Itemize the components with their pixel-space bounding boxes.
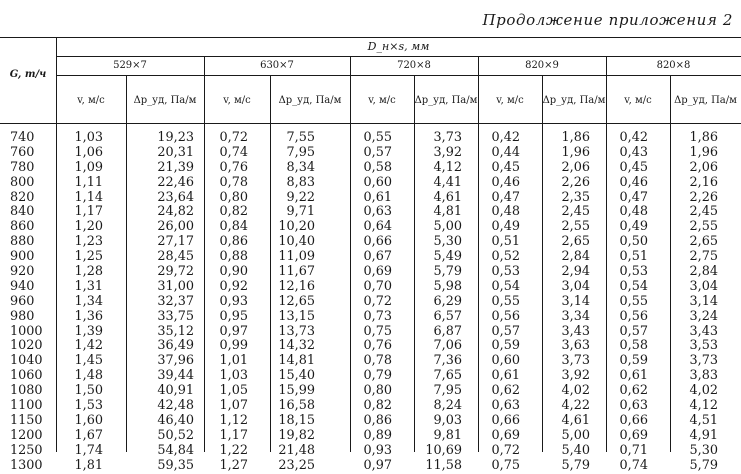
table-cell: 0,50: [619, 234, 648, 250]
table-cell: 0,86: [219, 234, 248, 250]
table-cell: 3,73: [433, 130, 462, 145]
table-cell: 0,54: [619, 278, 648, 294]
table-cell: 0,78: [363, 353, 392, 369]
table-cell: 5,00: [561, 427, 590, 443]
table-cell: 800: [10, 174, 35, 190]
table-cell: 0,67: [363, 249, 392, 265]
table-cell: 2,84: [689, 264, 718, 280]
table-cell: 11,67: [278, 264, 315, 280]
table-cell: 1040: [10, 353, 43, 369]
subheader-pressure: Δp_уд, Па/м: [542, 95, 606, 106]
table-cell: 1,22: [219, 442, 248, 458]
group-header: 630×7: [260, 60, 294, 71]
table-cell: 0,51: [491, 234, 520, 250]
table-cell: 0,95: [219, 308, 248, 324]
table-cell: 0,72: [219, 130, 248, 145]
table-cell: 0,61: [491, 368, 520, 384]
table-cell: 12,65: [278, 293, 315, 309]
table-cell: 9,22: [286, 189, 315, 205]
table-cell: 900: [10, 249, 35, 265]
table-cell: 6,87: [433, 323, 462, 339]
table-cell: 0,76: [363, 338, 392, 354]
table-cell: 0,49: [619, 219, 648, 235]
table-cell: 4,12: [433, 159, 462, 175]
subheader-velocity: v, м/с: [496, 95, 524, 106]
table-cell: 0,55: [619, 293, 648, 309]
column-pressure-630x7: [270, 131, 315, 473]
table-cell: 0,90: [219, 264, 248, 280]
table-cell: 2,55: [561, 219, 590, 235]
table-cell: 2,26: [561, 174, 590, 190]
table-cell: 0,66: [619, 412, 648, 428]
table-cell: 7,06: [433, 338, 462, 354]
table-cell: 2,55: [689, 219, 718, 235]
table-cell: 0,78: [219, 174, 248, 190]
table-cell: 0,61: [363, 189, 392, 205]
table-cell: 0,46: [619, 174, 648, 190]
table-cell: 0,56: [491, 308, 520, 324]
table-cell: 2,65: [689, 234, 718, 250]
table-cell: 1,07: [219, 398, 248, 414]
table-cell: 5,79: [433, 264, 462, 280]
table-cell: 1,53: [74, 398, 103, 414]
table-cell: 1,09: [74, 159, 103, 175]
table-cell: 860: [10, 219, 35, 235]
table-cell: 36,49: [157, 338, 194, 354]
table-cell: 0,56: [619, 308, 648, 324]
column-velocity-630x7: [204, 131, 248, 473]
table-cell: 4,41: [433, 174, 462, 190]
table-cell: 0,93: [219, 293, 248, 309]
header-row-label: G, т/ч: [9, 69, 47, 80]
table-cell: 1,86: [689, 130, 718, 145]
table-cell: 39,44: [157, 368, 194, 384]
table-cell: 980: [10, 308, 35, 324]
table-cell: 920: [10, 264, 35, 280]
table-cell: 1,74: [74, 442, 103, 458]
table-cell: 0,51: [619, 249, 648, 265]
table-cell: 760: [10, 144, 35, 160]
table-cell: 1,05: [219, 383, 248, 399]
table-cell: 0,44: [491, 144, 520, 160]
table-cell: 880: [10, 234, 35, 250]
table-cell: 1020: [10, 338, 43, 354]
table-cell: 4,81: [433, 204, 462, 220]
table-cell: 3,63: [561, 338, 590, 354]
table-cell: 59,35: [157, 457, 194, 473]
table-cell: 0,75: [491, 457, 520, 473]
table-cell: 37,96: [157, 353, 194, 369]
table-cell: 0,60: [363, 174, 392, 190]
group-header: 820×8: [656, 60, 691, 71]
table-cell: 22,46: [157, 174, 194, 190]
table-cell: 1,67: [74, 427, 103, 443]
table-cell: 9,03: [433, 412, 462, 428]
table-cell: 11,58: [425, 457, 462, 473]
table-cell: 2,16: [689, 174, 718, 190]
table-cell: 2,06: [689, 159, 718, 175]
table-cell: 1,48: [74, 368, 103, 384]
table-cell: 10,40: [278, 234, 315, 250]
table-cell: 5,30: [689, 442, 718, 458]
table-cell: 0,79: [363, 368, 392, 384]
table-cell: 1,50: [74, 383, 103, 399]
table-cell: 6,57: [433, 308, 462, 324]
table-cell: 2,45: [561, 204, 590, 220]
column-pressure-820x9: [542, 131, 590, 473]
table-cell: 2,65: [561, 234, 590, 250]
table-cell: 0,61: [619, 368, 648, 384]
table-cell: 0,58: [363, 159, 392, 175]
table-cell: 19,82: [278, 427, 315, 443]
table-cell: 1000: [10, 323, 43, 339]
table-cell: 0,66: [363, 234, 392, 250]
table-cell: 0,72: [491, 442, 520, 458]
table-cell: 0,42: [491, 130, 520, 145]
table-cell: 40,91: [157, 383, 194, 399]
table-cell: 3,34: [561, 308, 590, 324]
table-cell: 820: [10, 189, 35, 205]
table-cell: 0,47: [491, 189, 520, 205]
table-cell: 0,57: [491, 323, 520, 339]
table-cell: 3,14: [689, 293, 718, 309]
table-cell: 2,75: [689, 249, 718, 265]
caption: Продолжение приложения 2: [482, 11, 733, 29]
table-cell: 1,12: [219, 412, 248, 428]
column-pressure-820x8: [670, 131, 718, 473]
table-cell: 5,30: [433, 234, 462, 250]
table-cell: 1,81: [74, 457, 103, 473]
table-cell: 1200: [10, 427, 43, 443]
column-velocity-820x9: [478, 131, 520, 473]
table-cell: 5,79: [561, 457, 590, 473]
table-cell: 4,12: [689, 398, 718, 414]
table-cell: 840: [10, 204, 35, 220]
table-cell: 3,53: [689, 338, 718, 354]
table-cell: 0,88: [219, 249, 248, 265]
table-cell: 0,63: [363, 204, 392, 220]
table-cell: 0,63: [619, 398, 648, 414]
table-cell: 0,70: [363, 278, 392, 294]
table-cell: 0,53: [619, 264, 648, 280]
table-cell: 3,73: [689, 353, 718, 369]
table-cell: 1,06: [74, 144, 103, 160]
table-cell: 0,47: [619, 189, 648, 205]
table-cell: 1,14: [74, 189, 103, 205]
table-cell: 27,17: [157, 234, 194, 250]
table-cell: 0,89: [363, 427, 392, 443]
table-cell: 8,24: [433, 398, 462, 414]
table-cell: 1,17: [74, 204, 103, 220]
table-cell: 0,53: [491, 264, 520, 280]
subheader-pressure: Δp_уд, Па/м: [278, 95, 342, 106]
table-cell: 0,58: [619, 338, 648, 354]
table-cell: 0,69: [363, 264, 392, 280]
table-cell: 1300: [10, 457, 43, 473]
table-cell: 1,25: [74, 249, 103, 265]
table-cell: 29,72: [157, 264, 194, 280]
table-cell: 780: [10, 159, 35, 175]
table-cell: 21,39: [157, 159, 194, 175]
table-cell: 0,46: [491, 174, 520, 190]
table-cell: 5,00: [433, 219, 462, 235]
table-cell: 26,00: [157, 219, 194, 235]
table-cell: 1150: [10, 412, 43, 428]
table-cell: 1250: [10, 442, 43, 458]
table-cell: 0,80: [219, 189, 248, 205]
table-cell: 14,81: [278, 353, 315, 369]
table-cell: 33,75: [157, 308, 194, 324]
table-cell: 35,12: [157, 323, 194, 339]
table-cell: 0,86: [363, 412, 392, 428]
table-cell: 0,82: [219, 204, 248, 220]
table-cell: 54,84: [157, 442, 194, 458]
group-header: 720×8: [397, 60, 431, 71]
table-cell: 1,23: [74, 234, 103, 250]
table-cell: 0,49: [491, 219, 520, 235]
table-cell: 0,52: [491, 249, 520, 265]
table-cell: 28,45: [157, 249, 194, 265]
table-cell: 3,83: [689, 368, 718, 384]
table-cell: 0,57: [363, 144, 392, 160]
table-cell: 7,95: [286, 144, 315, 160]
table-cell: 0,57: [619, 323, 648, 339]
group-header: 529×7: [113, 60, 147, 71]
table-cell: 13,73: [278, 323, 315, 339]
subheader-velocity: v, м/с: [223, 95, 251, 106]
table-cell: 0,42: [619, 130, 648, 145]
table-cell: 9,71: [286, 204, 315, 220]
table-cell: 0,60: [491, 353, 520, 369]
table-cell: 50,52: [157, 427, 194, 443]
table-cell: 1,20: [74, 219, 103, 235]
table-cell: 0,48: [619, 204, 648, 220]
table-cell: 42,48: [157, 398, 194, 414]
subheader-pressure: Δp_уд, Па/м: [133, 95, 197, 106]
table-cell: 0,73: [363, 308, 392, 324]
table-cell: 3,92: [561, 368, 590, 384]
table-cell: 3,43: [689, 323, 718, 339]
table-cell: 12,16: [278, 278, 315, 294]
table-cell: 0,92: [219, 278, 248, 294]
top-border: [0, 37, 741, 38]
table-cell: 740: [10, 130, 35, 145]
table-cell: 9,81: [433, 427, 462, 443]
table-cell: 14,32: [278, 338, 315, 354]
table-cell: 0,63: [491, 398, 520, 414]
table-cell: 3,73: [561, 353, 590, 369]
column-velocity-720x8: [350, 131, 392, 473]
table-cell: 3,24: [689, 308, 718, 324]
table-cell: 24,82: [157, 204, 194, 220]
table-cell: 0,99: [219, 338, 248, 354]
table-cell: 0,48: [491, 204, 520, 220]
subheader-rule: [56, 56, 741, 57]
table-cell: 10,20: [278, 219, 315, 235]
table-cell: 5,49: [433, 249, 462, 265]
table-cell: 1,34: [74, 293, 103, 309]
table-cell: 1,03: [74, 130, 103, 145]
table-cell: 2,45: [689, 204, 718, 220]
table-cell: 0,80: [363, 383, 392, 399]
table-cell: 0,82: [363, 398, 392, 414]
table-cell: 1,60: [74, 412, 103, 428]
table-cell: 11,09: [278, 249, 315, 265]
table-cell: 0,45: [491, 159, 520, 175]
table-cell: 19,23: [157, 130, 194, 145]
table-cell: 7,55: [286, 130, 315, 145]
table-cell: 0,75: [363, 323, 392, 339]
table-cell: 2,06: [561, 159, 590, 175]
table-cell: 1080: [10, 383, 43, 399]
subheader-velocity: v, м/с: [624, 95, 652, 106]
table-cell: 4,22: [561, 398, 590, 414]
table-cell: 1,03: [219, 368, 248, 384]
table-cell: 0,97: [219, 323, 248, 339]
table-cell: 7,65: [433, 368, 462, 384]
table-cell: 5,40: [561, 442, 590, 458]
table-cell: 0,62: [619, 383, 648, 399]
table-cell: 0,54: [491, 278, 520, 294]
table-cell: 3,14: [561, 293, 590, 309]
table-cell: 3,92: [433, 144, 462, 160]
table-cell: 0,55: [491, 293, 520, 309]
table-cell: 0,84: [219, 219, 248, 235]
column-velocity-820x8: [606, 131, 648, 473]
table-cell: 2,94: [561, 264, 590, 280]
table-cell: 8,83: [286, 174, 315, 190]
table-cell: 4,61: [433, 189, 462, 205]
table-cell: 15,99: [278, 383, 315, 399]
table-cell: 15,40: [278, 368, 315, 384]
table-cell: 3,04: [689, 278, 718, 294]
table-cell: 0,72: [363, 293, 392, 309]
table-cell: 0,45: [619, 159, 648, 175]
column-pressure-529x7: [126, 131, 194, 473]
table-cell: 0,69: [491, 427, 520, 443]
table-cell: 0,71: [619, 442, 648, 458]
header-main: D_н×s, мм: [367, 40, 430, 53]
table-cell: 6,29: [433, 293, 462, 309]
table-cell: 21,48: [278, 442, 315, 458]
table-cell: 1,86: [561, 130, 590, 145]
table-cell: 1,27: [219, 457, 248, 473]
table-cell: 1,39: [74, 323, 103, 339]
subheader-pressure: Δp_уд, Па/м: [414, 95, 478, 106]
subheader-velocity: v, м/с: [77, 95, 105, 106]
table-cell: 1,17: [219, 427, 248, 443]
subheader-velocity: v, м/с: [368, 95, 396, 106]
table-cell: 0,97: [363, 457, 392, 473]
table-cell: 1100: [10, 398, 43, 414]
table-cell: 46,40: [157, 412, 194, 428]
table-cell: 960: [10, 293, 35, 309]
table-cell: 4,61: [561, 412, 590, 428]
subheader-pressure: Δp_уд, Па/м: [674, 95, 737, 106]
table-cell: 0,55: [363, 130, 392, 145]
table-cell: 0,74: [619, 457, 648, 473]
table-cell: 23,64: [157, 189, 194, 205]
column-flow: [10, 131, 54, 473]
table-cell: 10,69: [425, 442, 462, 458]
table-cell: 31,00: [157, 278, 194, 294]
table-cell: 1,28: [74, 264, 103, 280]
group-rule: [56, 75, 741, 76]
table-cell: 4,51: [689, 412, 718, 428]
table-cell: 1,42: [74, 338, 103, 354]
table-cell: 8,34: [286, 159, 315, 175]
table-cell: 1,96: [689, 144, 718, 160]
table-cell: 0,62: [491, 383, 520, 399]
table-cell: 3,04: [561, 278, 590, 294]
table-cell: 5,79: [689, 457, 718, 473]
table-cell: 1,96: [561, 144, 590, 160]
table-cell: 1,45: [74, 353, 103, 369]
table-cell: 4,91: [689, 427, 718, 443]
table-cell: 2,26: [689, 189, 718, 205]
table-cell: 1,11: [74, 174, 103, 190]
table-cell: 2,35: [561, 189, 590, 205]
table-cell: 1,31: [74, 278, 103, 294]
table-cell: 0,59: [619, 353, 648, 369]
table-cell: 16,58: [278, 398, 315, 414]
table-cell: 0,74: [219, 144, 248, 160]
table-cell: 1060: [10, 368, 43, 384]
header-bottom-rule: [0, 123, 741, 124]
table-cell: 0,64: [363, 219, 392, 235]
column-pressure-720x8: [414, 131, 462, 473]
table-cell: 7,36: [433, 353, 462, 369]
table-cell: 0,76: [219, 159, 248, 175]
table-cell: 7,95: [433, 383, 462, 399]
table-cell: 13,15: [278, 308, 315, 324]
group-header: 820×9: [525, 60, 559, 71]
table-cell: 0,69: [619, 427, 648, 443]
table-cell: 0,43: [619, 144, 648, 160]
table-cell: 23,25: [278, 457, 315, 473]
table-cell: 4,02: [561, 383, 590, 399]
table-cell: 20,31: [157, 144, 194, 160]
table-cell: 5,98: [433, 278, 462, 294]
table-cell: 1,01: [219, 353, 248, 369]
table-cell: 18,15: [278, 412, 315, 428]
table-cell: 32,37: [157, 293, 194, 309]
table-cell: 3,43: [561, 323, 590, 339]
table-cell: 0,59: [491, 338, 520, 354]
table-cell: 940: [10, 278, 35, 294]
column-velocity-529x7: [56, 131, 103, 473]
table-cell: 1,36: [74, 308, 103, 324]
table-cell: 0,93: [363, 442, 392, 458]
table-cell: 4,02: [689, 383, 718, 399]
table-cell: 0,66: [491, 412, 520, 428]
table-cell: 2,84: [561, 249, 590, 265]
